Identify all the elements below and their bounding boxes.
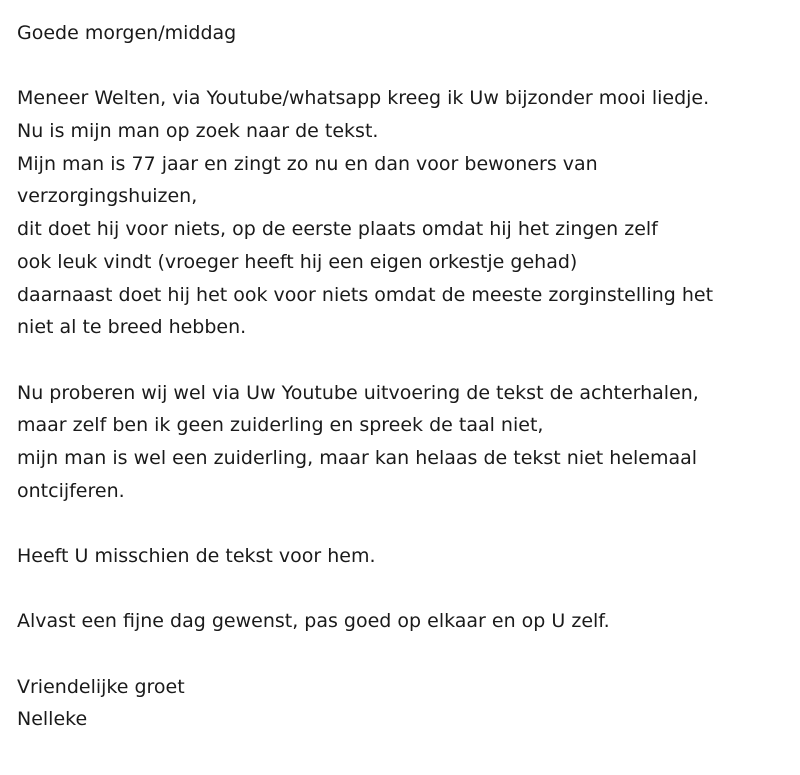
letter-body [17,17,792,736]
question-line: Heeft U misschien de tekst voor hem. [17,545,376,567]
text-line: maar zelf ben ik geen zuiderling en spreek de taal niet, [17,414,544,437]
text-line: ook leuk vindt (vroeger heeft hij een eigen orkestje gehad) [17,250,578,273]
text-line: niet al te breed hebben. [17,316,247,339]
paragraph-spacer [17,507,792,540]
text-line: dit doet hij voor niets, op de eerste plaats omdat hij het zingen zelf [17,218,658,241]
paragraph-spacer [17,573,792,606]
text-line: daarnaast doet hij het ook voor niets omdat de meeste zorginstelling het [17,283,714,306]
paragraph-request [17,377,792,508]
wishes-line: Alvast een fijne dag gewenst, pas goed op elkaar en op U zelf. [17,610,610,633]
text-line: verzorgingshuizen, [17,185,198,208]
paragraph-introduction [17,82,792,344]
paragraph-spacer [17,344,792,377]
text-line: Nu is mijn man op zoek naar de tekst. [17,120,379,143]
text-line: Nu proberen wij wel via Uw Youtube uitvoering de tekst de achterhalen, [17,381,699,404]
text-line: Meneer Welten, via Youtube/whatsapp kreeg ik Uw bijzonder mooi liedje. [17,87,710,110]
greeting: Goede morgen/middag [17,22,237,44]
text-line: Mijn man is 77 jaar en zingt zo nu en dan voor bewoners van [17,152,598,175]
paragraph-spacer [17,638,792,671]
paragraph-spacer [17,50,792,83]
closing-line: Vriendelijke groet [17,675,185,698]
text-line: ontcijferen. [17,479,125,502]
signature-name: Nelleke [17,708,88,731]
text-line: mijn man is wel een zuiderling, maar kan helaas de tekst niet helemaal [17,446,698,469]
